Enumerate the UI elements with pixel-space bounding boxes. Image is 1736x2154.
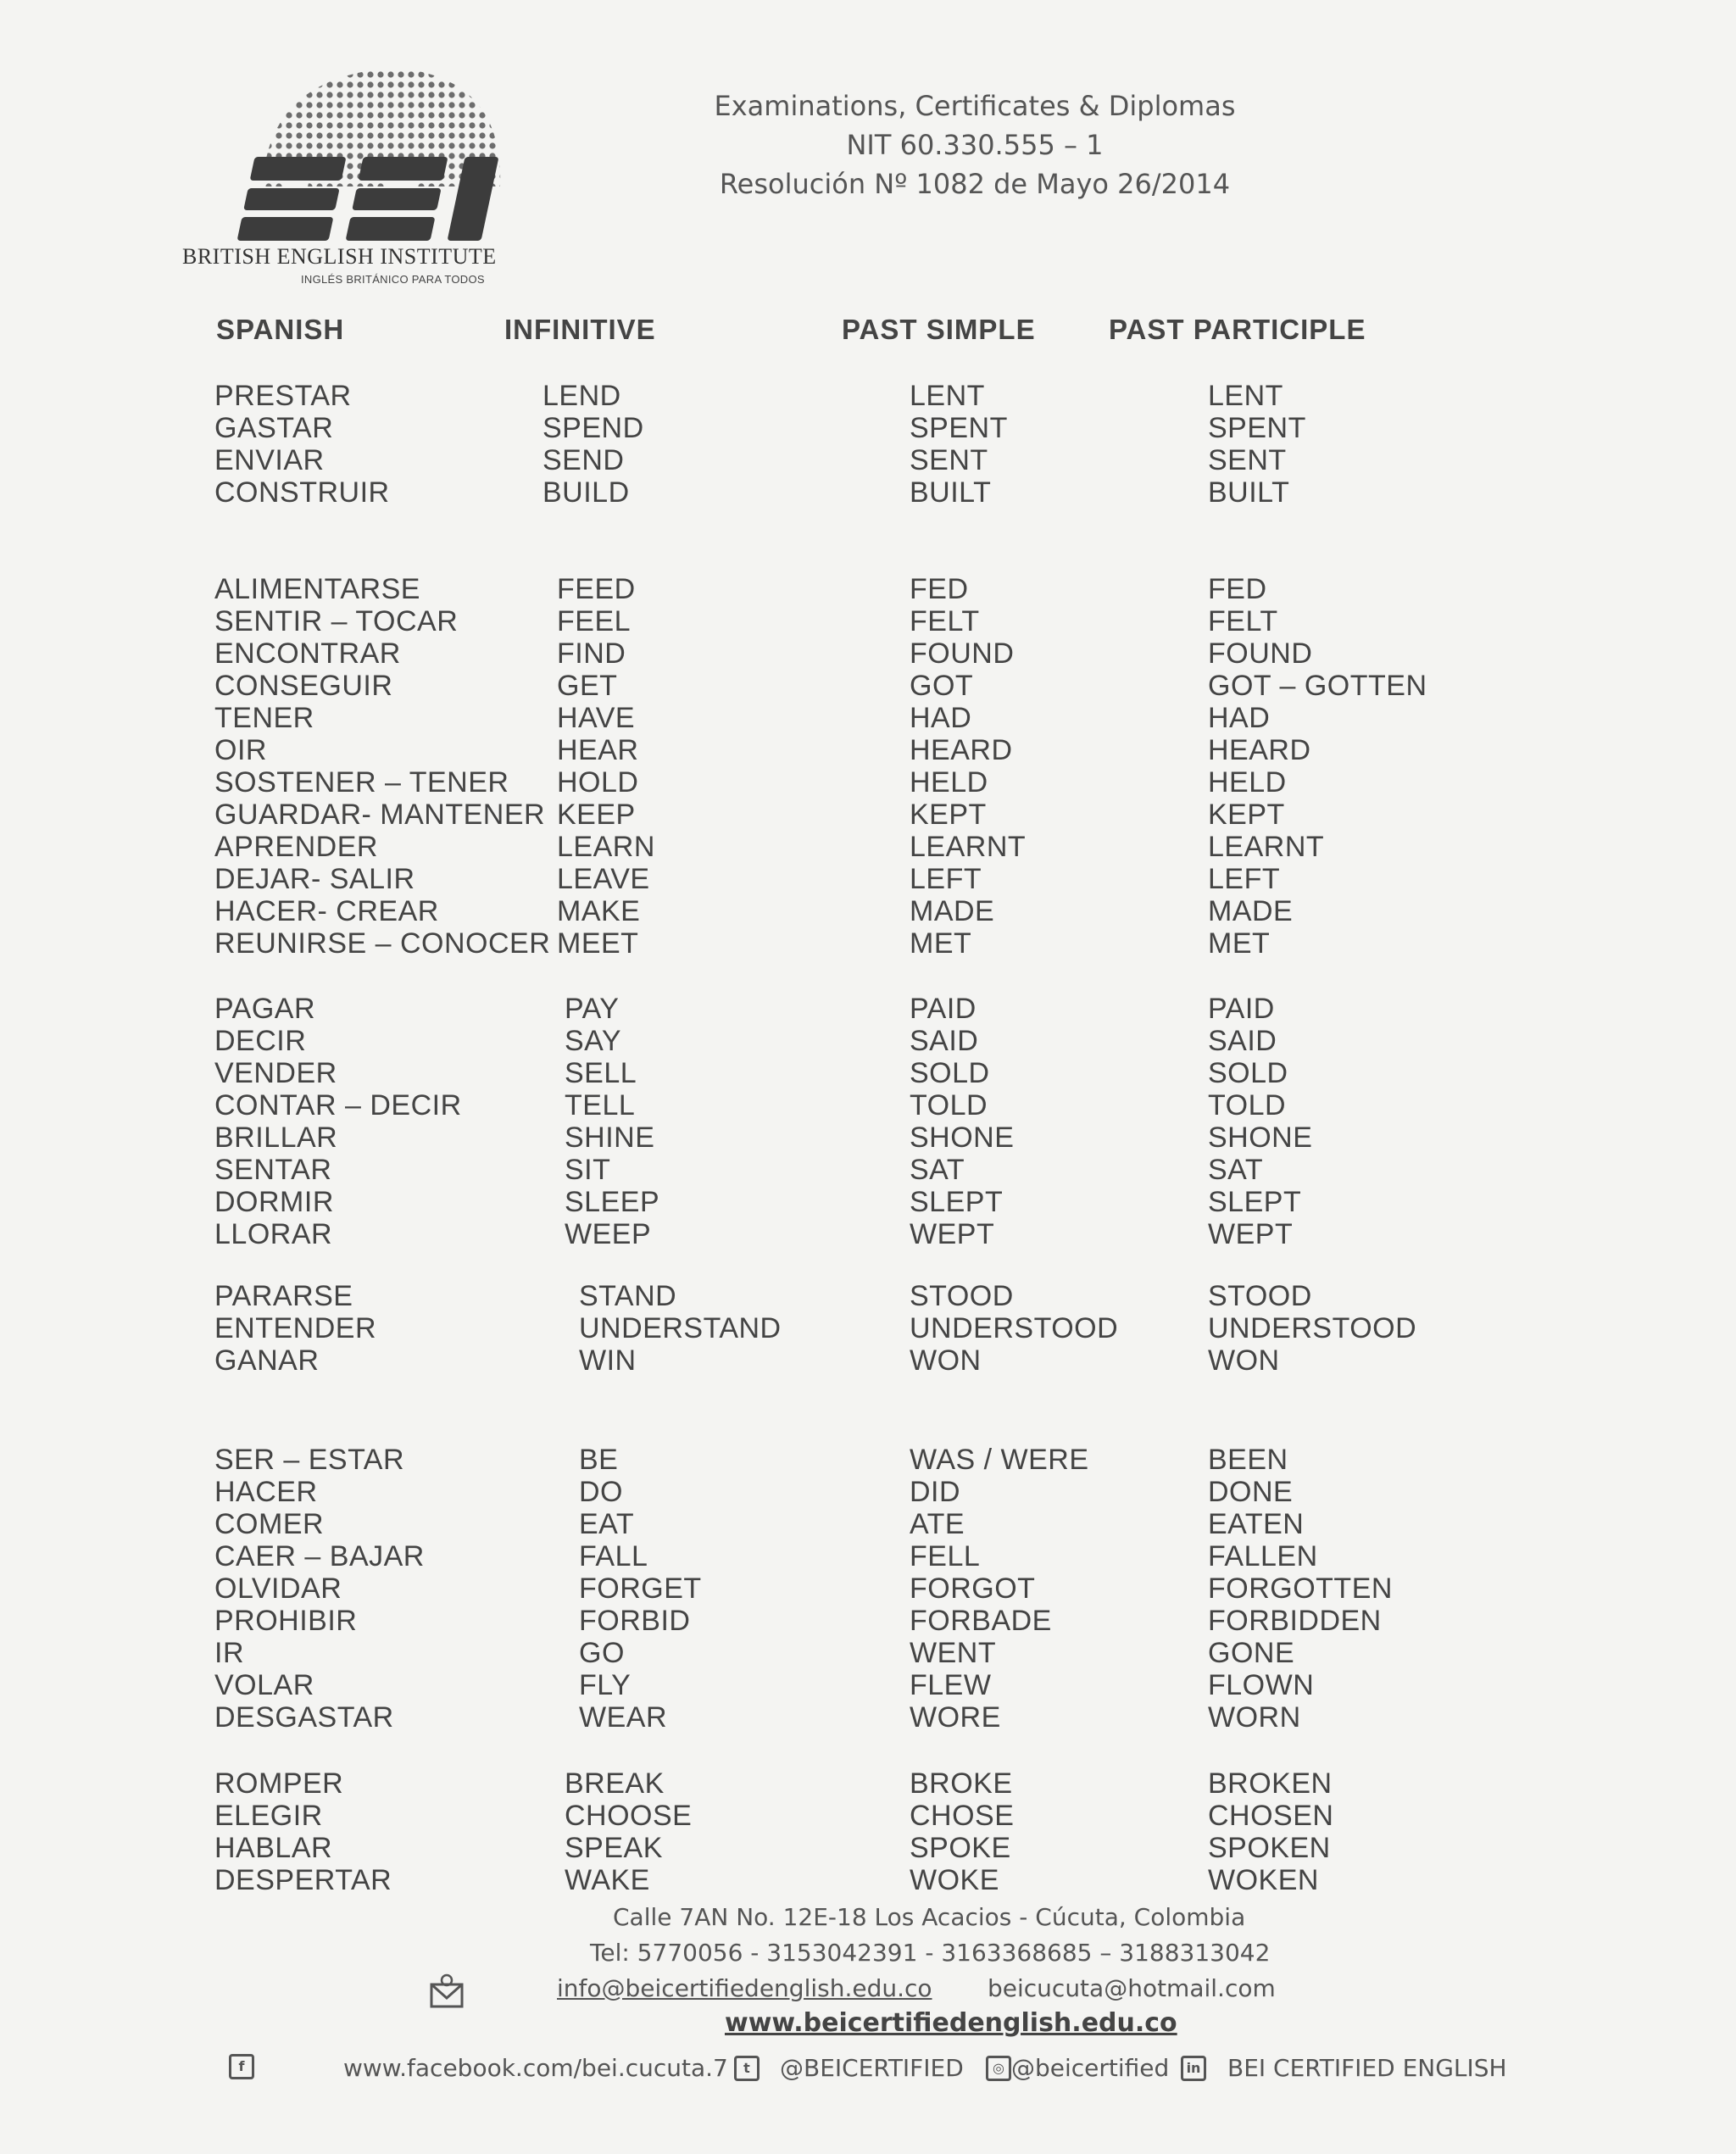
verb-infinitive: FEED xyxy=(557,573,636,605)
verb-row xyxy=(0,799,1736,831)
verb-infinitive: SHINE xyxy=(565,1122,655,1154)
verb-row xyxy=(0,412,1736,444)
facebook-icon: f xyxy=(229,2054,254,2079)
header-info xyxy=(695,86,1255,203)
verb-past-participle: HELD xyxy=(1208,766,1287,799)
verb-past-participle: FED xyxy=(1208,573,1267,605)
verb-infinitive: TELL xyxy=(565,1089,636,1122)
verb-row xyxy=(0,1025,1736,1057)
verb-past-participle: FELT xyxy=(1208,605,1278,637)
verb-spanish: DESGASTAR xyxy=(214,1701,394,1734)
verb-infinitive: PAY xyxy=(565,993,620,1025)
verb-past-participle: KEPT xyxy=(1208,799,1285,831)
verb-row xyxy=(0,1572,1736,1605)
verb-past-simple: WEPT xyxy=(910,1218,995,1250)
verb-infinitive: FIND xyxy=(557,637,626,670)
verb-spanish: PROHIBIR xyxy=(214,1605,358,1637)
verb-past-participle: SPENT xyxy=(1208,412,1306,444)
verb-past-simple: CHOSE xyxy=(910,1800,1015,1832)
verb-infinitive: HEAR xyxy=(557,734,639,766)
verb-past-participle: FOUND xyxy=(1208,637,1313,670)
verb-past-simple: STOOD xyxy=(910,1280,1014,1312)
header-line-resolution: Resolución Nº 1082 de Mayo 26/2014 xyxy=(719,168,1231,200)
verb-spanish: OLVIDAR xyxy=(214,1572,342,1605)
verb-row xyxy=(0,573,1736,605)
verb-row xyxy=(0,1218,1736,1250)
column-header-past-participle: PAST PARTICIPLE xyxy=(1109,314,1366,345)
verb-past-participle: DONE xyxy=(1208,1476,1294,1508)
verb-spanish: IR xyxy=(214,1637,244,1669)
verb-infinitive: SELL xyxy=(565,1057,637,1089)
verb-infinitive: FORGET xyxy=(579,1572,702,1605)
verb-row xyxy=(0,1637,1736,1669)
verb-past-simple: HEARD xyxy=(910,734,1013,766)
verb-infinitive: FORBID xyxy=(579,1605,691,1637)
verb-row xyxy=(0,927,1736,960)
verb-row xyxy=(0,1186,1736,1218)
verb-spanish: GASTAR xyxy=(214,412,334,444)
verb-past-participle: HAD xyxy=(1208,702,1271,734)
verb-past-simple: FORBADE xyxy=(910,1605,1052,1637)
verb-past-participle: SAID xyxy=(1208,1025,1277,1057)
verb-past-participle: FORGOTTEN xyxy=(1208,1572,1393,1605)
verb-infinitive: SPEND xyxy=(542,412,644,444)
verb-past-simple: FELL xyxy=(910,1540,981,1572)
column-header-spanish: SPANISH xyxy=(216,314,345,345)
verb-spanish: HACER xyxy=(214,1476,318,1508)
verb-past-simple: WOKE xyxy=(910,1864,999,1896)
email-icon xyxy=(428,1973,465,2010)
verb-infinitive: GO xyxy=(579,1637,625,1669)
footer-facebook[interactable]: www.facebook.com/bei.cucuta.7 xyxy=(343,2054,728,2082)
verb-row xyxy=(0,895,1736,927)
footer-email-info[interactable]: info@beicertifiedenglish.edu.co xyxy=(557,1974,932,2002)
verb-spanish: DECIR xyxy=(214,1025,307,1057)
verb-row xyxy=(0,1444,1736,1476)
verb-infinitive: UNDERSTAND xyxy=(579,1312,782,1344)
verb-row xyxy=(0,1312,1736,1344)
linkedin-icon: in xyxy=(1181,2056,1206,2081)
verb-past-simple: FED xyxy=(910,573,969,605)
verb-spanish: ROMPER xyxy=(214,1767,344,1800)
verb-spanish: DORMIR xyxy=(214,1186,334,1218)
verb-infinitive: DO xyxy=(579,1476,623,1508)
verb-spanish: SER – ESTAR xyxy=(214,1444,405,1476)
verb-row xyxy=(0,993,1736,1025)
twitter-icon: t xyxy=(734,2056,760,2081)
verb-infinitive: SPEAK xyxy=(565,1832,663,1864)
verb-past-participle: WEPT xyxy=(1208,1218,1294,1250)
verb-spanish: HACER- CREAR xyxy=(214,895,439,927)
verb-infinitive: LEND xyxy=(542,380,621,412)
verb-row xyxy=(0,1832,1736,1864)
verb-row xyxy=(0,1540,1736,1572)
verb-row xyxy=(0,1701,1736,1734)
verb-past-simple: WORE xyxy=(910,1701,1001,1734)
footer-phones: Tel: 5770056 - 3153042391 - 3163368685 – 3188313042 xyxy=(590,1939,1271,1967)
verb-row xyxy=(0,1089,1736,1122)
verb-past-participle: MADE xyxy=(1208,895,1294,927)
verb-past-simple: SPOKE xyxy=(910,1832,1011,1864)
verb-spanish: HABLAR xyxy=(214,1832,333,1864)
verb-infinitive: LEAVE xyxy=(557,863,650,895)
verb-spanish: CONTAR – DECIR xyxy=(214,1089,462,1122)
verb-past-simple: WENT xyxy=(910,1637,997,1669)
verb-past-participle: MET xyxy=(1208,927,1271,960)
verb-infinitive: LEARN xyxy=(557,831,655,863)
verb-spanish: REUNIRSE – CONOCER xyxy=(214,927,551,960)
header-line-nit: NIT 60.330.555 – 1 xyxy=(846,129,1104,161)
verb-past-simple: GOT xyxy=(910,670,974,702)
verb-row xyxy=(0,1154,1736,1186)
verb-past-participle: WON xyxy=(1208,1344,1280,1377)
column-headers xyxy=(0,314,1736,356)
verb-past-participle: PAID xyxy=(1208,993,1275,1025)
verb-past-participle: SENT xyxy=(1208,444,1287,476)
verb-spanish: CAER – BAJAR xyxy=(214,1540,425,1572)
verb-row xyxy=(0,1280,1736,1312)
verb-past-simple: SHONE xyxy=(910,1122,1015,1154)
verb-row xyxy=(0,605,1736,637)
verb-past-participle: CHOSEN xyxy=(1208,1800,1334,1832)
verb-row xyxy=(0,831,1736,863)
verb-past-simple: FORGOT xyxy=(910,1572,1036,1605)
verb-past-simple: MADE xyxy=(910,895,995,927)
verb-infinitive: MAKE xyxy=(557,895,641,927)
verb-past-participle: FORBIDDEN xyxy=(1208,1605,1382,1637)
verb-row xyxy=(0,444,1736,476)
verb-row xyxy=(0,1669,1736,1701)
verb-spanish: DESPERTAR xyxy=(214,1864,392,1896)
verb-row xyxy=(0,1476,1736,1508)
verb-past-simple: SENT xyxy=(910,444,988,476)
verb-row xyxy=(0,1057,1736,1089)
verb-infinitive: BE xyxy=(579,1444,619,1476)
footer-instagram[interactable]: @beicertified xyxy=(1011,2054,1170,2082)
verb-infinitive: CHOOSE xyxy=(565,1800,693,1832)
verb-row xyxy=(0,476,1736,509)
verb-infinitive: BREAK xyxy=(565,1767,665,1800)
verb-past-simple: SAT xyxy=(910,1154,965,1186)
verb-past-participle: BUILT xyxy=(1208,476,1290,509)
verb-past-participle: UNDERSTOOD xyxy=(1208,1312,1417,1344)
verb-row xyxy=(0,1344,1736,1377)
verb-spanish: SENTAR xyxy=(214,1154,332,1186)
verb-past-simple: DID xyxy=(910,1476,961,1508)
verb-row xyxy=(0,702,1736,734)
footer-email-hotmail[interactable]: beicucuta@hotmail.com xyxy=(988,1974,1276,2002)
verb-past-participle: SPOKEN xyxy=(1208,1832,1331,1864)
verb-spanish: SOSTENER – TENER xyxy=(214,766,509,799)
verb-spanish: TENER xyxy=(214,702,314,734)
column-header-past-simple: PAST SIMPLE xyxy=(842,314,1036,345)
verb-past-simple: LEARNT xyxy=(910,831,1027,863)
verb-past-simple: SPENT xyxy=(910,412,1008,444)
verb-row xyxy=(0,766,1736,799)
verb-spanish: GUARDAR- MANTENER xyxy=(214,799,546,831)
verb-past-simple: MET xyxy=(910,927,972,960)
verb-infinitive: FLY xyxy=(579,1669,632,1701)
verb-past-simple: WON xyxy=(910,1344,982,1377)
verb-row xyxy=(0,1767,1736,1800)
verb-spanish: PARARSE xyxy=(214,1280,353,1312)
verb-past-participle: EATEN xyxy=(1208,1508,1305,1540)
verb-infinitive: FEEL xyxy=(557,605,632,637)
verb-past-simple: LENT xyxy=(910,380,985,412)
verb-infinitive: SAY xyxy=(565,1025,622,1057)
verb-past-participle: LEFT xyxy=(1208,863,1281,895)
verb-row xyxy=(0,1605,1736,1637)
verb-infinitive: SEND xyxy=(542,444,625,476)
verb-row xyxy=(0,637,1736,670)
verb-infinitive: EAT xyxy=(579,1508,635,1540)
header-line-certificates: Examinations, Certificates & Diplomas xyxy=(714,90,1236,122)
verb-infinitive: KEEP xyxy=(557,799,636,831)
verb-row xyxy=(0,1800,1736,1832)
verb-infinitive: FALL xyxy=(579,1540,648,1572)
verb-row xyxy=(0,1864,1736,1896)
verb-row xyxy=(0,863,1736,895)
verb-past-simple: SOLD xyxy=(910,1057,990,1089)
verb-row xyxy=(0,734,1736,766)
verb-past-simple: SLEPT xyxy=(910,1186,1004,1218)
verb-infinitive: BUILD xyxy=(542,476,630,509)
footer-twitter[interactable]: @BEICERTIFIED xyxy=(780,2054,964,2082)
verb-spanish: CONSTRUIR xyxy=(214,476,390,509)
verb-past-simple: KEPT xyxy=(910,799,987,831)
verb-past-participle: GONE xyxy=(1208,1637,1295,1669)
verb-past-simple: SAID xyxy=(910,1025,979,1057)
verb-row xyxy=(0,670,1736,702)
verb-past-simple: HAD xyxy=(910,702,972,734)
verb-spanish: ALIMENTARSE xyxy=(214,573,420,605)
verb-infinitive: SLEEP xyxy=(565,1186,660,1218)
verb-past-participle: BROKEN xyxy=(1208,1767,1333,1800)
verb-past-simple: HELD xyxy=(910,766,988,799)
verb-spanish: PRESTAR xyxy=(214,380,352,412)
verb-infinitive: SIT xyxy=(565,1154,611,1186)
verb-spanish: GANAR xyxy=(214,1344,320,1377)
footer-linkedin[interactable]: BEI CERTIFIED ENGLISH xyxy=(1227,2054,1507,2082)
verb-past-simple: TOLD xyxy=(910,1089,988,1122)
verb-infinitive: STAND xyxy=(579,1280,677,1312)
verb-past-participle: SOLD xyxy=(1208,1057,1288,1089)
institute-tagline: INGLÉS BRITÁNICO PARA TODOS xyxy=(301,273,485,286)
verb-row xyxy=(0,1122,1736,1154)
verb-past-participle: SAT xyxy=(1208,1154,1264,1186)
verb-spanish: APRENDER xyxy=(214,831,378,863)
verb-spanish: VENDER xyxy=(214,1057,337,1089)
verb-past-simple: FOUND xyxy=(910,637,1015,670)
verb-spanish: LLORAR xyxy=(214,1218,333,1250)
verb-past-simple: BROKE xyxy=(910,1767,1013,1800)
institute-logo xyxy=(182,59,538,288)
logo-graphic xyxy=(182,59,538,246)
verb-spanish: OIR xyxy=(214,734,267,766)
verb-past-simple: WAS / WERE xyxy=(910,1444,1089,1476)
verb-past-participle: LEARNT xyxy=(1208,831,1325,863)
verb-spanish: ENCONTRAR xyxy=(214,637,401,670)
verb-spanish: DEJAR- SALIR xyxy=(214,863,415,895)
verb-spanish: ELEGIR xyxy=(214,1800,323,1832)
verb-spanish: VOLAR xyxy=(214,1669,314,1701)
verb-past-participle: SHONE xyxy=(1208,1122,1313,1154)
verb-infinitive: HOLD xyxy=(557,766,639,799)
verb-past-participle: GOT – GOTTEN xyxy=(1208,670,1427,702)
verb-past-simple: BUILT xyxy=(910,476,992,509)
verb-past-participle: FALLEN xyxy=(1208,1540,1318,1572)
verb-infinitive: WIN xyxy=(579,1344,637,1377)
verb-past-simple: FELT xyxy=(910,605,980,637)
verb-row xyxy=(0,380,1736,412)
verb-past-participle: BEEN xyxy=(1208,1444,1288,1476)
verb-past-simple: LEFT xyxy=(910,863,982,895)
verb-spanish: COMER xyxy=(214,1508,325,1540)
verb-row xyxy=(0,1508,1736,1540)
verb-past-participle: HEARD xyxy=(1208,734,1311,766)
verb-past-participle: FLOWN xyxy=(1208,1669,1315,1701)
institute-name: BRITISH ENGLISH INSTITUTE xyxy=(182,244,497,269)
verb-spanish: SENTIR – TOCAR xyxy=(214,605,459,637)
verb-spanish: CONSEGUIR xyxy=(214,670,393,702)
verb-infinitive: GET xyxy=(557,670,618,702)
verb-infinitive: MEET xyxy=(557,927,639,960)
verb-past-simple: PAID xyxy=(910,993,976,1025)
verb-past-participle: STOOD xyxy=(1208,1280,1312,1312)
footer-address: Calle 7AN No. 12E-18 Los Acacios - Cúcuta, Colombia xyxy=(613,1903,1246,1931)
verb-spanish: ENTENDER xyxy=(214,1312,377,1344)
verb-spanish: PAGAR xyxy=(214,993,316,1025)
verb-spanish: BRILLAR xyxy=(214,1122,338,1154)
verb-past-participle: WOKEN xyxy=(1208,1864,1319,1896)
verb-past-simple: FLEW xyxy=(910,1669,992,1701)
verb-infinitive: WAKE xyxy=(565,1864,650,1896)
column-header-infinitive: INFINITIVE xyxy=(504,314,656,345)
verb-infinitive: HAVE xyxy=(557,702,636,734)
verb-past-participle: TOLD xyxy=(1208,1089,1287,1122)
verb-past-simple: ATE xyxy=(910,1508,965,1540)
verb-infinitive: WEAR xyxy=(579,1701,667,1734)
footer-website[interactable]: www.beicertifiedenglish.edu.co xyxy=(725,2008,1177,2038)
verb-past-simple: UNDERSTOOD xyxy=(910,1312,1119,1344)
verb-past-participle: LENT xyxy=(1208,380,1283,412)
instagram-icon: ◎ xyxy=(986,2056,1011,2081)
verb-past-participle: SLEPT xyxy=(1208,1186,1302,1218)
verb-past-participle: WORN xyxy=(1208,1701,1301,1734)
verb-spanish: ENVIAR xyxy=(214,444,325,476)
verb-infinitive: WEEP xyxy=(565,1218,652,1250)
